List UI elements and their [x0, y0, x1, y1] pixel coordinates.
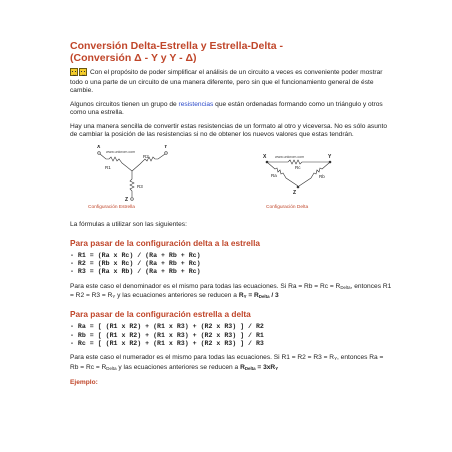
delta-node-z — [297, 186, 300, 189]
intro-text: Con el propósito de poder simplificar el análisis de un circuito a veces es conveniente poder mostrar todo o una parte de un circuito de una manera diferente, pero sin que el funcionamiento general de éste cambie. — [70, 69, 383, 95]
note-text: y las ecuaciones anteriores se reducen a — [116, 363, 241, 371]
smiley-icons — [70, 68, 88, 79]
delta-node-y — [329, 161, 332, 164]
star-z-label: Z — [125, 197, 129, 204]
delta-rb-label: Rb — [319, 174, 325, 180]
delta-y-label: Y — [328, 154, 332, 161]
result-text: / 3 — [269, 292, 279, 300]
star-r3-label: R3 — [137, 184, 143, 190]
smiley-icon — [79, 68, 87, 76]
star-watermark: www.unicrom.com — [106, 150, 136, 155]
note-text: , entonces R1 = R2 = R3 = R — [70, 282, 392, 300]
result-subscript: Y — [275, 365, 279, 371]
document-page — [70, 40, 392, 386]
note-text: Para este caso el numerador es el mismo para todas las ecuaciones. Si R1 = R2 = R3 = R — [70, 354, 335, 362]
formula-rc: - Rc = [ (R1 x R2) + (R1 x R3) + (R2 x R3) ] / R3 — [70, 340, 264, 348]
formulas-intro: La fórmulas a utilizar son las siguientes: — [70, 221, 187, 229]
delta-watermark: www.unicrom.com — [275, 155, 305, 160]
circuit-diagram — [70, 145, 392, 211]
note-text: , entonces Ra = Rb = Rc = R — [70, 354, 384, 371]
ejemplo-heading: Ejemplo: — [70, 378, 98, 386]
title-line-1: Conversión Delta-Estrella y Estrella-Delta - — [70, 40, 283, 52]
delta-caption: Configuración Delta — [266, 205, 309, 211]
paragraph-conversion: Hay una manera sencilla de convertir estas resistencias de un formato al otro y viceversa. No es sólo asunto de cambiar la posición de las resistencias si no de obtener los nuevos valores que estas tendrán. — [70, 123, 388, 139]
note-subscript: Y — [334, 356, 338, 362]
star-y-label: Y — [164, 145, 168, 151]
formula-r2: - R2 = (Rb x Rc) / (Ra + Rb + Rc) — [70, 260, 201, 268]
delta-configuration — [263, 154, 332, 196]
delta-z-label: Z — [293, 190, 297, 197]
result-text: R — [238, 292, 244, 300]
delta-resistor-rc — [268, 160, 329, 164]
note-subscript: Y — [112, 294, 116, 300]
circuit-figure — [70, 145, 392, 211]
formula-ra: - Ra = [ (R1 x R2) + (R1 x R3) + (R2 x R3) ] / R2 — [70, 323, 264, 331]
result-text: = 3xR — [255, 363, 276, 371]
heading-star-to-delta: Para pasar de la configuración estrella a delta — [70, 309, 251, 320]
star-caption: Configuración Estrella — [88, 205, 135, 211]
star-x-label: X — [97, 145, 101, 151]
delta-to-star-formulas — [70, 252, 392, 277]
title-line-2: (Conversión Δ - Y y Y - Δ) — [70, 52, 197, 64]
delta-x-label: X — [263, 154, 267, 161]
delta-node-x — [266, 161, 269, 164]
result-subscript: Delta — [244, 365, 256, 371]
delta-rc-label: Rc — [295, 165, 301, 171]
star-r2-label: R2 — [143, 154, 149, 160]
delta-to-star-note — [70, 283, 392, 301]
smiley-icon — [70, 68, 78, 76]
resistencias-link[interactable]: resistencias — [178, 100, 214, 108]
star-node-x — [98, 152, 101, 155]
result-subscript: Y — [243, 294, 247, 300]
page-title — [70, 40, 392, 64]
formula-r1: - R1 = (Ra x Rc) / (Ra + Rb + Rc) — [70, 251, 201, 259]
formula-rb: - Rb = [ (R1 x R2) + (R1 x R3) + (R2 x R3) ] / R1 — [70, 331, 264, 339]
star-node-z — [131, 198, 134, 201]
star-to-delta-result — [240, 364, 278, 371]
result-text: R — [240, 363, 245, 371]
intro-paragraph — [70, 68, 392, 96]
note-subscript: Delta — [106, 365, 117, 371]
note-text: y las ecuaciones anteriores se reducen a — [115, 292, 239, 300]
star-node-y — [165, 152, 168, 155]
delta-to-star-result — [239, 292, 279, 299]
note-text: Para este caso el denominador es el mismo para todas las ecuaciones. Si Ra = Rb = Rc = R — [70, 282, 341, 290]
star-configuration — [97, 145, 168, 203]
result-text: = R — [246, 292, 259, 300]
star-to-delta-formulas — [70, 323, 392, 348]
note-subscript: Delta — [340, 284, 351, 290]
result-subscript: Delta — [258, 294, 270, 300]
heading-delta-to-star: Para pasar de la configuración delta a la estrella — [70, 237, 260, 248]
star-resistor-r3 — [130, 171, 134, 197]
formula-r3: - R3 = (Ra x Rb) / (Ra + Rb + Rc) — [70, 268, 201, 276]
star-to-delta-note — [70, 354, 392, 372]
paragraph-resistencias — [70, 101, 392, 117]
para2-text-pre: Algunos circuitos tienen un grupo de — [70, 100, 179, 108]
star-r1-label: R1 — [105, 165, 111, 171]
para2-text-post: que están ordenadas formando como un triángulo y otros como una estrella. — [70, 100, 383, 116]
delta-ra-label: Ra — [271, 173, 277, 179]
